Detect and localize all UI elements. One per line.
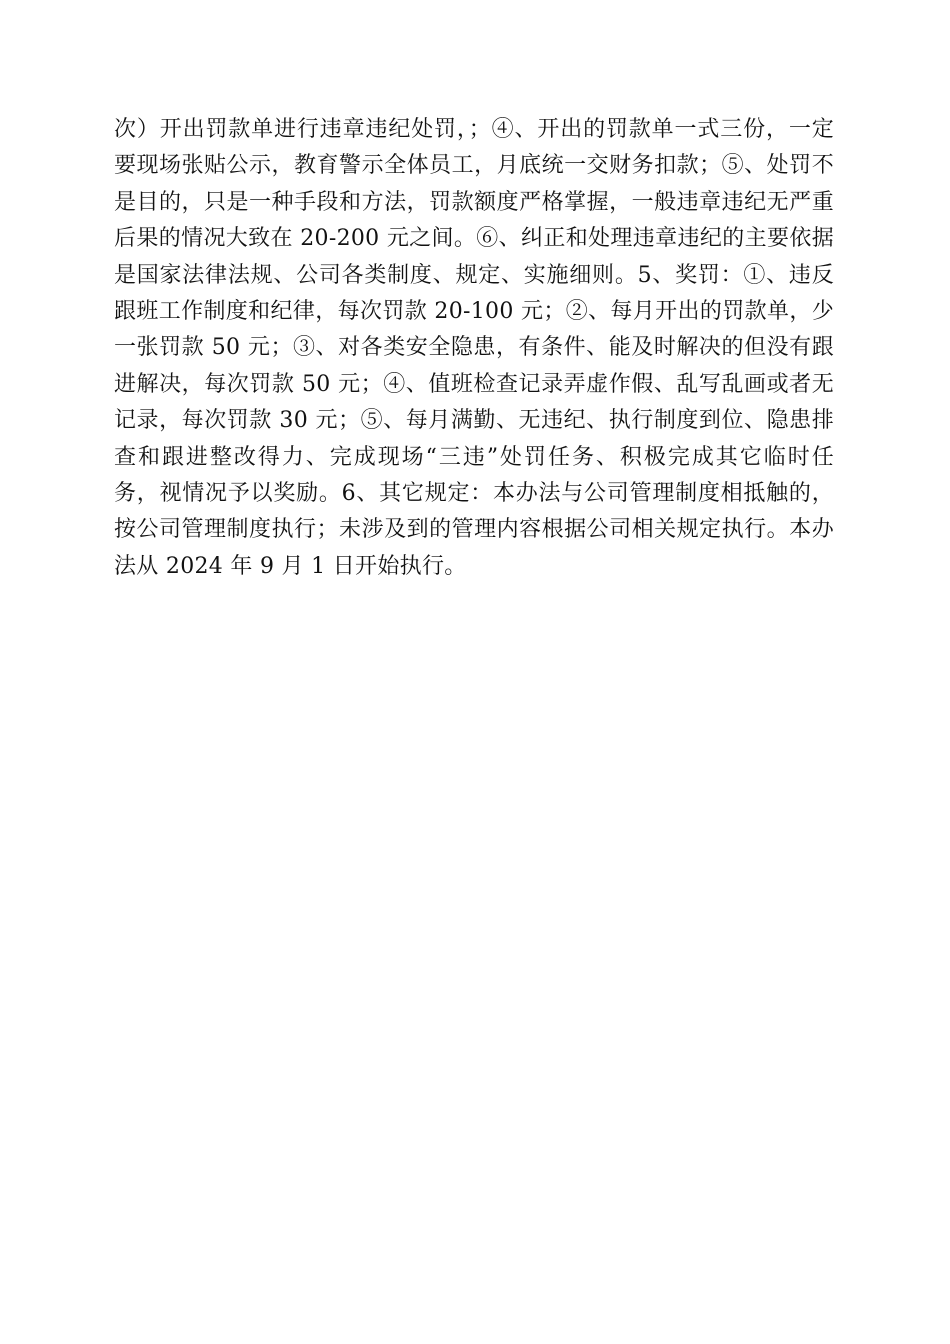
paragraph-line: 一张罚款 50 元；③、对各类安全隐患，有条件、能及时解决的但没有跟 — [114, 335, 834, 361]
body-paragraph — [114, 112, 834, 585]
paragraph-line: 查和跟进整改得力、完成现场“三违”处罚任务、积极完成其它临时任 — [114, 444, 834, 470]
paragraph-line: 是目的，只是一种手段和方法，罚款额度严格掌握，一般违章违纪无严重 — [114, 189, 834, 215]
paragraph-line: 要现场张贴公示，教育警示全体员工，月底统一交财务扣款；⑤、处罚不 — [114, 153, 834, 179]
paragraph-line: 跟班工作制度和纪律，每次罚款 20-100 元；②、每月开出的罚款单，少 — [114, 299, 834, 325]
paragraph-line: 后果的情况大致在 20-200 元之间。⑥、纠正和处理违章违纪的主要依据 — [114, 226, 834, 252]
paragraph-line-last: 法从 2024 年 9 月 1 日开始执行。 — [114, 553, 467, 579]
paragraph-line: 按公司管理制度执行；未涉及到的管理内容根据公司相关规定执行。本办 — [114, 517, 834, 543]
paragraph-line: 记录，每次罚款 30 元；⑤、每月满勤、无违纪、执行制度到位、隐患排 — [114, 408, 834, 434]
paragraph-line: 进解决，每次罚款 50 元；④、值班检查记录弄虚作假、乱写乱画或者无 — [114, 371, 834, 397]
paragraph-line: 务，视情况予以奖励。6、其它规定：本办法与公司管理制度相抵触的， — [114, 481, 834, 507]
paragraph-line: 次）开出罚款单进行违章违纪处罚，；④、开出的罚款单一式三份，一定 — [114, 117, 834, 142]
paragraph-line: 是国家法律法规、公司各类制度、规定、实施细则。5、奖罚：①、违反 — [114, 262, 834, 288]
